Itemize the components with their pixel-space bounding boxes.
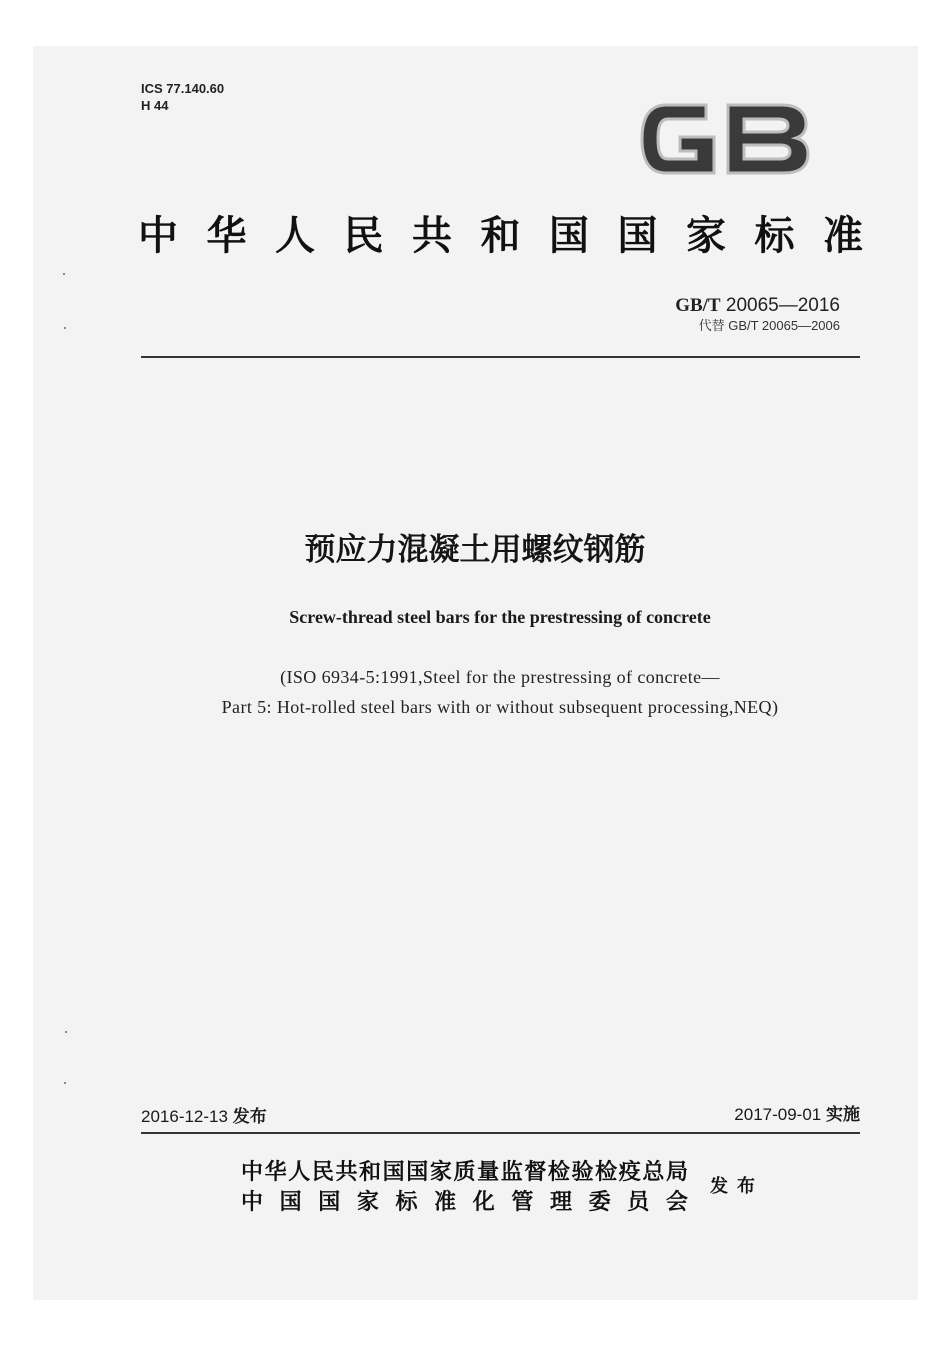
- issuer-char: 质: [453, 1160, 476, 1185]
- issue-date-label: 发布: [232, 1107, 267, 1127]
- scan-speck: [65, 1031, 67, 1033]
- issue-action: 发布: [710, 1176, 764, 1197]
- ics-code: ICS 77.140.60: [141, 81, 225, 96]
- title-char: 共: [412, 212, 452, 259]
- gb-logo-b: [728, 105, 808, 173]
- gb-standard-logo-icon: [636, 93, 814, 185]
- issuer-char: 员: [627, 1190, 650, 1215]
- issuer-char: 管: [511, 1190, 534, 1215]
- national-standard-title: [138, 206, 863, 266]
- title-char: 国: [549, 212, 589, 259]
- issuer-char: 国: [279, 1190, 302, 1215]
- issuer-char: 和: [359, 1160, 382, 1185]
- issuer-char: 检: [595, 1160, 618, 1185]
- effective-date-value: 2017-09-01: [734, 1105, 822, 1124]
- replaces-code: 代替 GB/T 20065—2006: [698, 318, 840, 333]
- issuer-char: 国: [406, 1160, 429, 1185]
- effective-date: [734, 1103, 860, 1127]
- issuer-aqsiq: [241, 1158, 688, 1188]
- issuer-char: 局: [665, 1160, 688, 1185]
- title-char: 人: [275, 212, 315, 259]
- issuer-char: 总: [642, 1160, 665, 1185]
- issuer-char: 会: [665, 1190, 688, 1215]
- issuer-char: 共: [335, 1160, 358, 1185]
- issue-date-value: 2016-12-13: [141, 1107, 228, 1126]
- issuer-char: 家: [429, 1160, 452, 1185]
- title-char: 标: [754, 212, 795, 259]
- issuer-char: 标: [395, 1190, 418, 1215]
- standard-code-block: [675, 295, 840, 334]
- title-char: 准: [823, 212, 863, 259]
- issuing-authorities: [241, 1158, 688, 1218]
- issuer-char: 疫: [618, 1160, 641, 1185]
- title-char: 家: [686, 212, 726, 259]
- scan-speck: [64, 1082, 66, 1084]
- issuer-char: 中: [241, 1160, 264, 1185]
- ccs-code: H 44: [141, 98, 169, 113]
- issuer-char: 华: [264, 1160, 287, 1185]
- document-title-english: Screw-thread steel bars for the prestressing of concrete: [289, 607, 711, 627]
- issuer-char: 监: [500, 1160, 523, 1185]
- issuer-char: 人: [288, 1160, 311, 1185]
- title-char: 和: [480, 212, 521, 259]
- issue-date: [141, 1105, 267, 1129]
- title-char: 国: [617, 212, 658, 259]
- issuer-char: 准: [434, 1190, 457, 1215]
- issuer-char: 委: [588, 1190, 611, 1215]
- issuer-char: 民: [311, 1160, 334, 1185]
- issuer-char: 国: [318, 1190, 341, 1215]
- footer-divider: [141, 1132, 860, 1134]
- standard-code-number: 20065—2016: [725, 295, 840, 316]
- title-char: 民: [343, 212, 384, 259]
- issuer-char: 化: [472, 1190, 495, 1215]
- iso-reference-line: (ISO 6934-5:1991,Steel for the prestressing of concrete—: [280, 667, 720, 687]
- issuer-char: 督: [524, 1160, 547, 1185]
- scan-speck: [63, 273, 65, 275]
- title-char: 中: [138, 212, 178, 259]
- standard-code: [675, 295, 840, 317]
- gb-logo-g: [642, 105, 714, 173]
- header-divider: [141, 356, 860, 358]
- issuer-char: 中: [241, 1190, 264, 1215]
- issuer-char: 验: [571, 1160, 594, 1185]
- standard-code-prefix: GB/T: [675, 295, 721, 316]
- issuer-char: 理: [550, 1190, 573, 1215]
- issuer-sac: [241, 1188, 688, 1218]
- scan-speck: [64, 327, 66, 329]
- issuer-char: 检: [547, 1160, 570, 1185]
- iso-reference-line: Part 5: Hot-rolled steel bars with or without subsequent processing,NEQ): [221, 697, 779, 717]
- issuer-char: 家: [356, 1190, 379, 1215]
- document-title-chinese: 预应力混凝土用螺纹钢筋: [304, 532, 646, 568]
- title-char: 华: [206, 212, 247, 259]
- issuer-char: 量: [477, 1160, 500, 1185]
- classification-block: [141, 80, 224, 114]
- issuer-char: 国: [382, 1160, 405, 1185]
- iso-reference: [0, 662, 950, 722]
- effective-date-label: 实施: [826, 1105, 860, 1125]
